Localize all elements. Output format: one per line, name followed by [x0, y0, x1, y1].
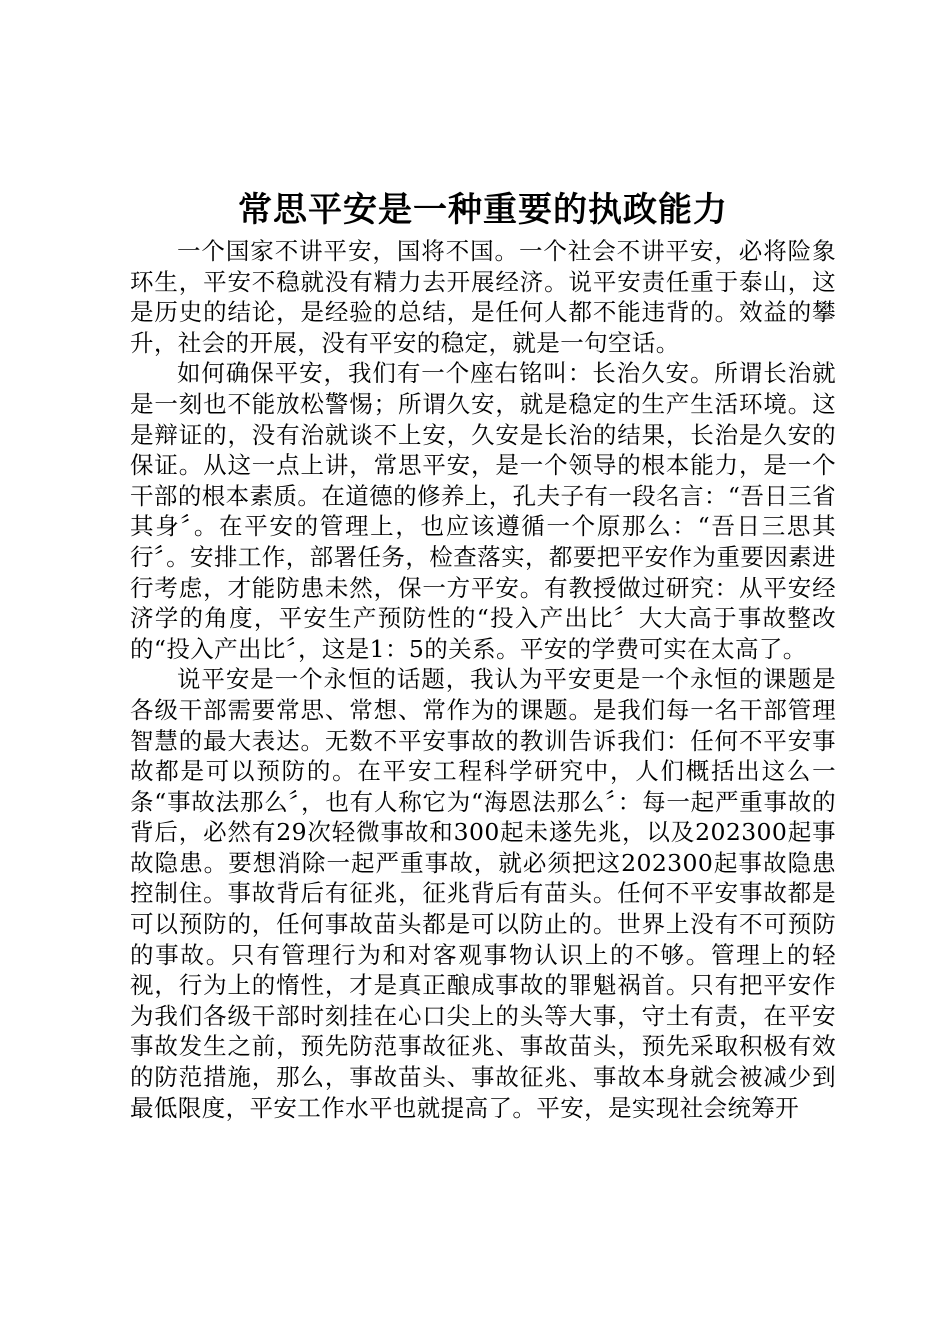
paragraph-2: 如何确保平安，我们有一个座右铭叫：长治久安。所谓长治就是一刻也不能放松警惕；所谓久安，就是稳定的生产生活环境。这是辩证的，没有治就谈不上安，久安是长治的结果，长治是久安的保证。从这一点上讲，常思平安，是一个领导的根本能力，是一个干部的根本素质。在道德的修养上，孔夫子有一段名言：“吾日三省其身〞。在平安的管理上，也应该遵循一个原那么：“吾日三思其行〞。安排工作，部署任务，检查落实，都要把平安作为重要因素进行考虑，才能防患未然，保一方平安。有教授做过研究：从平安经济学的角度，平安生产预防性的“投入产出比〞大大高于事故整改的“投入产出比〞，这是1：5的关系。平安的学费可实在太高了。	[130, 359, 836, 663]
document-title: 常思平安是一种重要的执政能力	[238, 190, 728, 230]
document-page	[130, 0, 836, 1344]
document-body	[130, 236, 836, 1123]
paragraph-1: 一个国家不讲平安，国将不国。一个社会不讲平安，必将险象环生，平安不稳就没有精力去开展经济。说平安责任重于泰山，这是历史的结论，是经验的总结，是任何人都不能违背的。效益的攀升，社会的开展，没有平安的稳定，就是一句空话。	[130, 237, 836, 357]
paragraph-3: 说平安是一个永恒的话题，我认为平安更是一个永恒的课题是各级干部需要常思、常想、常作为的课题。是我们每一名干部管理智慧的最大表达。无数不平安事故的教训告诉我们：任何不平安事故都是可以预防的。在平安工程科学研究中，人们概括出这么一条“事故法那么〞，也有人称它为“海恩法那么〞：每一起严重事故的背后，必然有29次轻微事故和300起未遂先兆，以及202300起事故隐患。要想消除一起严重事故，就必须把这202300起事故隐患控制住。事故背后有征兆，征兆背后有苗头。任何不平安事故都是可以预防的，任何事故苗头都是可以防止的。世界上没有不可预防的事故。只有管理行为和对客观事物认识上的不够。管理上的轻视，行为上的惰性，才是真正酿成事故的罪魁祸首。只有把平安作为我们各级干部时刻挂在心口尖上的头等大事，守土有责，在平安事故发生之前，预先防范事故征兆、事故苗头，预先采取积极有效的防范措施，那么，事故苗头、事故征兆、事故本身就会被减少到最低限度，平安工作水平也就提高了。平安，是实现社会统筹开	[130, 665, 836, 1122]
